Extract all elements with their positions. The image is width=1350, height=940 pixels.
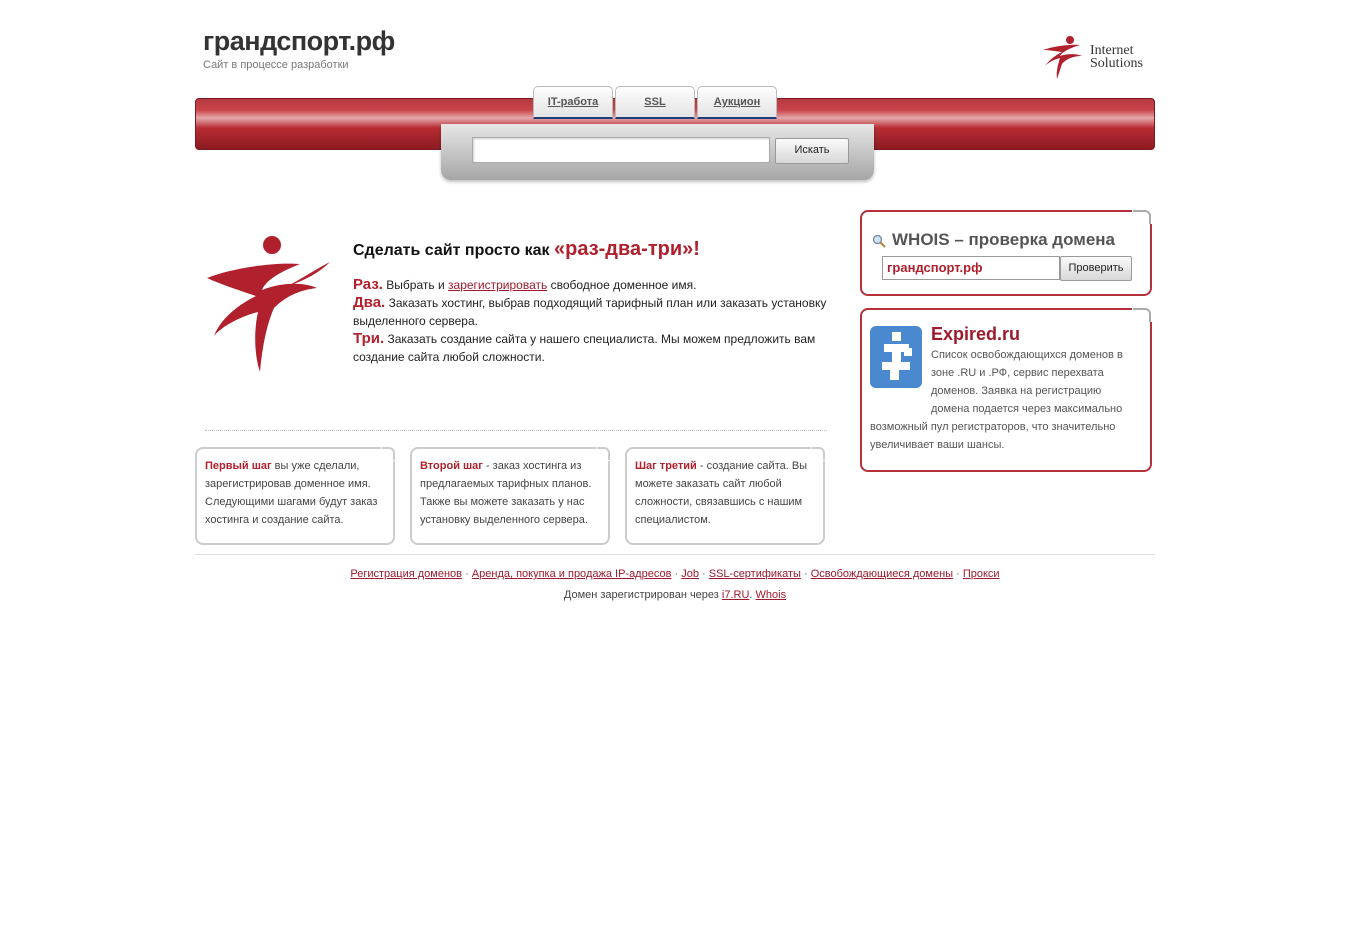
expired-description: [870, 346, 1132, 454]
card-corner: [381, 447, 395, 461]
card-text: вы уже сделали, зарегистрировав доменное имя. Следующими шагами будут заказ хостинга и создание сайта.: [205, 460, 378, 526]
card-heading: Второй шаг: [420, 460, 483, 472]
intro-title-text: Сделать сайт просто как: [353, 242, 554, 259]
footer-note-text: Домен зарегистрирован через: [563, 589, 722, 601]
intro-title-accent: «раз-два-три»!: [554, 238, 700, 260]
logo-text-line2: Solutions: [1090, 56, 1143, 71]
step3-word: Три.: [353, 330, 385, 347]
whois-check-button[interactable]: Проверить: [1060, 256, 1132, 281]
step3-text: Заказать создание сайта у нашего специалиста. Мы можем предложить вам создание сайта любой сложности.: [353, 332, 816, 364]
footer-separator: ·: [698, 568, 709, 580]
footer-separator: ·: [462, 568, 472, 580]
card-step-three: [625, 447, 825, 545]
footer-divider: [195, 554, 1155, 555]
footer-link-expiring-domains[interactable]: Освобождающиеся домены: [810, 568, 954, 580]
footer-separator: ·: [671, 568, 682, 580]
step-1: [353, 276, 828, 294]
footer-link-domain-registration[interactable]: Регистрация доменов: [350, 568, 463, 580]
footer-link-ip[interactable]: Аренда, покупка и продажа IP-адресов: [471, 568, 672, 580]
footer-links: [0, 568, 1350, 580]
step1-text-after: свободное доменное имя.: [547, 278, 697, 292]
tab-it-work-link[interactable]: IT-работа: [547, 96, 599, 108]
footer-note: [0, 589, 1350, 601]
intro-title: [353, 238, 700, 261]
text-float-spacer: [870, 346, 931, 412]
footer-link-whois[interactable]: Whois: [755, 589, 787, 601]
footer-separator: ·: [800, 568, 811, 580]
box-corner: [1132, 308, 1152, 322]
step-2: [353, 294, 828, 330]
search-input[interactable]: [472, 137, 770, 163]
whois-domain-input[interactable]: грандспорт.рф: [882, 256, 1060, 280]
box-corner: [1132, 210, 1152, 224]
register-link[interactable]: зарегистрировать: [448, 278, 548, 292]
magnifier-icon: [872, 234, 886, 248]
expired-box: [860, 308, 1152, 472]
footer-link-proxy[interactable]: Прокси: [962, 568, 1000, 580]
footer-link-ssl[interactable]: SSL-сертификаты: [708, 568, 801, 580]
step2-word: Два.: [353, 294, 386, 311]
steps-list: [353, 276, 828, 366]
footer-note-sep: .: [749, 589, 756, 601]
site-subtitle: Сайт в процессе разработки: [203, 59, 349, 71]
tab-auction[interactable]: [697, 86, 777, 119]
expired-text: Список освобождающихся доменов в зоне .RU и .РФ, сервис перехвата доменов. Заявка на регистрацию домена подается через максимально возможный пул регистраторов, что значительно увеличивает ваши шансы.: [870, 349, 1123, 451]
card-text: - создание сайта. Вы можете заказать сайт любой сложности, связавшись с нашим специалистом.: [635, 460, 808, 526]
whois-box: [860, 210, 1152, 296]
tab-ssl-link[interactable]: SSL: [644, 96, 666, 108]
footer-link-i7[interactable]: i7.RU: [721, 589, 750, 601]
expired-title[interactable]: Expired.ru: [931, 324, 1021, 344]
card-step-one: [195, 447, 395, 545]
footer-separator: ·: [953, 568, 963, 580]
card-heading: Шаг третий: [635, 460, 697, 472]
step2-text: Заказать хостинг, выбрав подходящий тарифный план или заказать установку выделенного сервера.: [353, 296, 827, 328]
dotted-separator: [205, 430, 827, 431]
tab-auction-link[interactable]: Аукцион: [713, 96, 761, 108]
step-3: [353, 330, 828, 366]
site-title: грандспорт.рф: [203, 26, 395, 56]
footer-link-job[interactable]: Job: [681, 568, 699, 580]
logo-text-line1: Internet: [1090, 43, 1134, 58]
step1-word: Раз.: [353, 276, 383, 293]
whois-title: WHOIS – проверка домена: [892, 230, 1116, 249]
search-button[interactable]: Искать: [775, 138, 849, 164]
card-step-two: [410, 447, 610, 545]
card-text: - заказ хостинга из предлагаемых тарифных планов. Также вы можете заказать у нас установку выделенного сервера.: [420, 460, 592, 526]
tab-it-work[interactable]: [533, 86, 613, 119]
card-heading: Первый шаг: [205, 460, 272, 472]
step1-text-before: Выбрать и: [382, 278, 449, 292]
internet-solutions-text: [1090, 44, 1143, 70]
card-corner: [811, 447, 825, 461]
runner-logo: [202, 234, 338, 376]
tab-ssl[interactable]: [615, 86, 695, 119]
card-corner: [596, 447, 610, 461]
